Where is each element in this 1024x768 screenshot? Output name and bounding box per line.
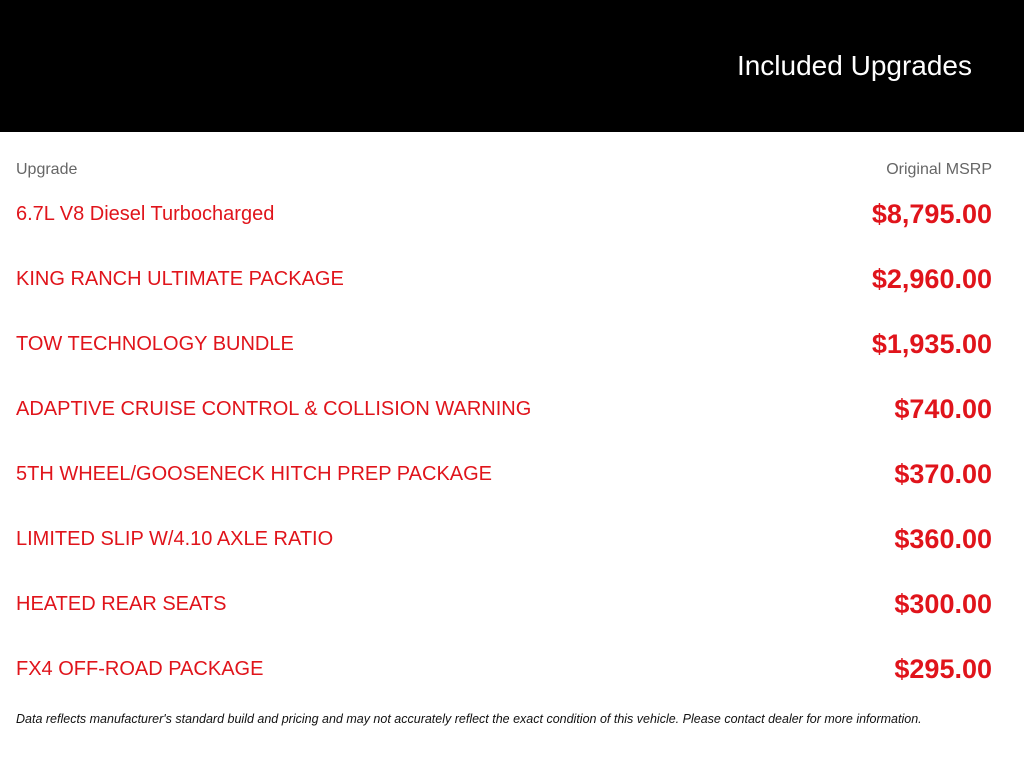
upgrade-name: FX4 OFF-ROAD PACKAGE bbox=[16, 658, 264, 680]
table-row bbox=[16, 377, 992, 442]
table-row bbox=[16, 507, 992, 572]
table-row bbox=[16, 442, 992, 507]
upgrade-price: $2,960.00 bbox=[871, 264, 992, 294]
table-row bbox=[16, 182, 992, 247]
upgrade-name: TOW TECHNOLOGY BUNDLE bbox=[16, 333, 294, 355]
upgrade-name: 6.7L V8 Diesel Turbocharged bbox=[16, 203, 275, 225]
page-title: Included Upgrades bbox=[736, 50, 972, 81]
upgrade-price: $8,795.00 bbox=[871, 199, 992, 229]
upgrade-name: ADAPTIVE CRUISE CONTROL & COLLISION WARNING bbox=[16, 398, 532, 420]
upgrade-name: KING RANCH ULTIMATE PACKAGE bbox=[16, 268, 344, 290]
upgrade-price: $300.00 bbox=[894, 589, 992, 619]
page-header bbox=[0, 0, 1024, 132]
upgrade-price: $295.00 bbox=[894, 654, 992, 684]
column-header-upgrade: Upgrade bbox=[16, 161, 78, 178]
upgrade-name: LIMITED SLIP W/4.10 AXLE RATIO bbox=[16, 528, 334, 550]
upgrade-price: $370.00 bbox=[894, 459, 992, 489]
upgrade-price: $740.00 bbox=[894, 394, 992, 424]
disclaimer-text: Data reflects manufacturer's standard build and pricing and may not accurately reflect the exact condition of this vehicle. Please contact dealer for more information. bbox=[16, 712, 922, 726]
upgrade-price: $360.00 bbox=[894, 524, 992, 554]
upgrade-price: $1,935.00 bbox=[871, 329, 992, 359]
table-row bbox=[16, 312, 992, 377]
upgrade-name: HEATED REAR SEATS bbox=[16, 593, 227, 615]
table-row bbox=[16, 637, 992, 702]
column-header-msrp: Original MSRP bbox=[886, 161, 992, 178]
upgrade-name: 5TH WHEEL/GOOSENECK HITCH PREP PACKAGE bbox=[16, 463, 493, 485]
table-header bbox=[16, 158, 992, 182]
table-row bbox=[16, 572, 992, 637]
upgrades-table bbox=[16, 158, 992, 702]
table-row bbox=[16, 247, 992, 312]
upgrade-rows bbox=[16, 182, 992, 702]
